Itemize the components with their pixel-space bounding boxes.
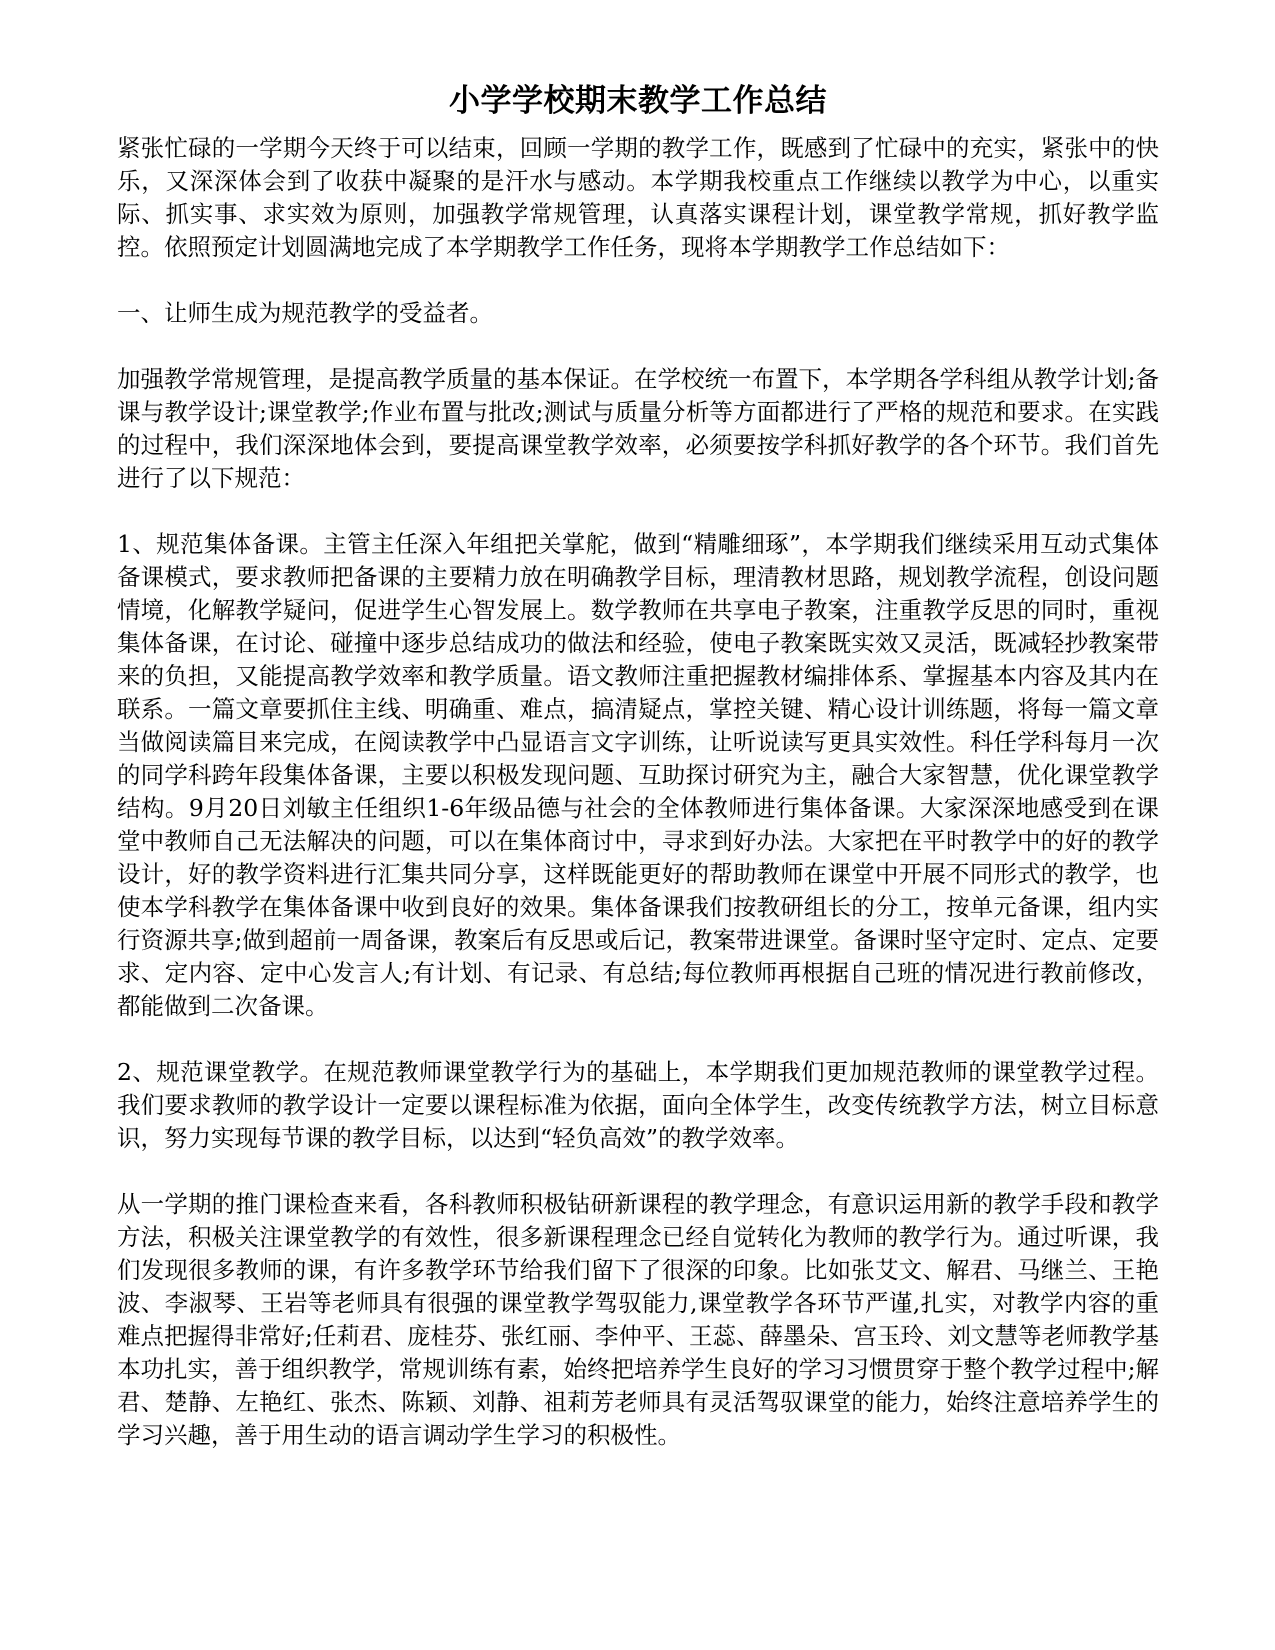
- paragraph-intro: 紧张忙碌的一学期今天终于可以结束，回顾一学期的教学工作，既感到了忙碌中的充实，紧张中的快乐，又深深体会到了收获中凝聚的是汗水与感动。本学期我校重点工作继续以教学为中心，以重实际、抓实事、求实效为原则，加强教学常规管理，认真落实课程计划，课堂教学常规，抓好教学监控。依照预定计划圆满地完成了本学期教学工作任务，现将本学期教学工作总结如下：: [117, 134, 1159, 261]
- paragraph-classroom-teaching: 2、规范课堂教学。在规范教师课堂教学行为的基础上，本学期我们更加规范教师的课堂教学过程。我们要求教师的教学设计一定要以课程标准为依据，面向全体学生，改变传统教学方法，树立目标意识，努力实现每节课的教学目标，以达到“轻负高效”的教学效率。: [117, 1058, 1159, 1152]
- section-heading-1: 一、让师生成为规范教学的受益者。: [117, 299, 493, 327]
- document-page: [117, 74, 1159, 1485]
- paragraph-routine-management: 加强教学常规管理，是提高教学质量的基本保证。在学校统一布置下，本学期各学科组从教学计划;备课与教学设计;课堂教学;作业布置与批改;测试与质量分析等方面都进行了严格的规范和要求。在实践的过程中，我们深深地体会到，要提高课堂教学效率，必须要按学科抓好教学的各个环节。我们首先进行了以下规范：: [117, 365, 1159, 492]
- document-title: 小学学校期末教学工作总结: [449, 83, 827, 119]
- paragraph-collective-lesson-prep: 1、规范集体备课。主管主任深入年组把关掌舵，做到“精雕细琢”，本学期我们继续采用互动式集体备课模式，要求教师把备课的主要精力放在明确教学目标，理清教材思路，规划教学流程，创设问题情境，化解教学疑问，促进学生心智发展上。数学教师在共享电子教案，注重教学反思的同时，重视集体备课，在讨论、碰撞中逐步总结成功的做法和经验，使电子教案既实效又灵活，既减轻抄教案带来的负担，又能提高教学效率和教学质量。语文教师注重把握教材编排体系、掌握基本内容及其内在联系。一篇文章要抓住主线、明确重、难点，搞清疑点，掌控关键、精心设计训练题，将每一篇文章当做阅读篇目来完成，在阅读教学中凸显语言文字训练，让听说读写更具实效性。科任学科每月一次的同学科跨年段集体备课，主要以积极发现问题、互助探讨研究为主，融合大家智慧，优化课堂教学结构。9月20日刘敏主任组织1-6年级品德与社会的全体教师进行集体备课。大家深深地感受到在课堂中教师自己无法解决的问题，可以在集体商讨中，寻求到好办法。大家把在平时教学中的好的教学设计，好的教学资料进行汇集共同分享，这样既能更好的帮助教师在课堂中开展不同形式的教学，也使本学科教学在集体备课中收到良好的效果。集体备课我们按教研组长的分工，按单元备课，组内实行资源共享;做到超前一周备课，教案后有反思或后记，教案带进课堂。备课时坚守定时、定点、定要求、定内容、定中心发言人;有计划、有记录、有总结;每位教师再根据自己班的情况进行教前修改，都能做到二次备课。: [117, 530, 1159, 1020]
- paragraph-observation-results: 从一学期的推门课检查来看，各科教师积极钻研新课程的教学理念，有意识运用新的教学手段和教学方法，积极关注课堂教学的有效性，很多新课程理念已经自觉转化为教师的教学行为。通过听课，我们发现很多教师的课，有许多教学环节给我们留下了很深的印象。比如张艾文、解君、马继兰、王艳波、李淑琴、王岩等老师具有很强的课堂教学驾驭能力,课堂教学各环节严谨,扎实，对教学内容的重难点把握得非常好;任莉君、庞桂芬、张红丽、李仲平、王蕊、薛墨朵、宫玉玲、刘文慧等老师教学基本功扎实，善于组织教学，常规训练有素，始终把培养学生良好的学习习惯贯穿于整个教学过程中;解君、楚静、左艳红、张杰、陈颖、刘静、祖莉芳老师具有灵活驾驭课堂的能力，始终注意培养学生的学习兴趣，善于用生动的语言调动学生学习的积极性。: [117, 1190, 1159, 1449]
